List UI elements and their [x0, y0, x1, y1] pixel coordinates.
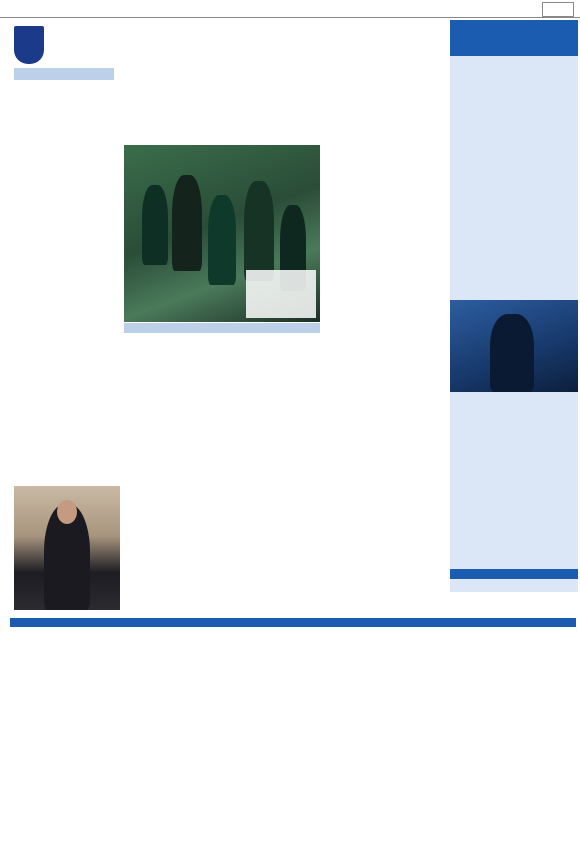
ratings-title: [450, 20, 578, 56]
section-letter: [542, 2, 574, 17]
feature-column-1: [124, 521, 280, 613]
opponent-ratings: [453, 511, 575, 555]
ratings-list: [453, 68, 575, 300]
player-photo: [450, 300, 578, 392]
referee-bar: [450, 569, 578, 579]
coach-photo: [14, 486, 120, 610]
girone-label: [14, 68, 114, 80]
match-report-box: [124, 337, 320, 467]
score-bar: [124, 323, 320, 333]
feature-column-2: [286, 521, 446, 613]
serie-d-emblem-icon: [14, 26, 44, 64]
ratings-list-2: [453, 394, 575, 502]
photo-caption: [246, 270, 316, 318]
article-column-1: [14, 145, 120, 475]
article-column-3: [326, 145, 446, 461]
results-banner: [10, 618, 576, 627]
page-header: [0, 0, 580, 18]
